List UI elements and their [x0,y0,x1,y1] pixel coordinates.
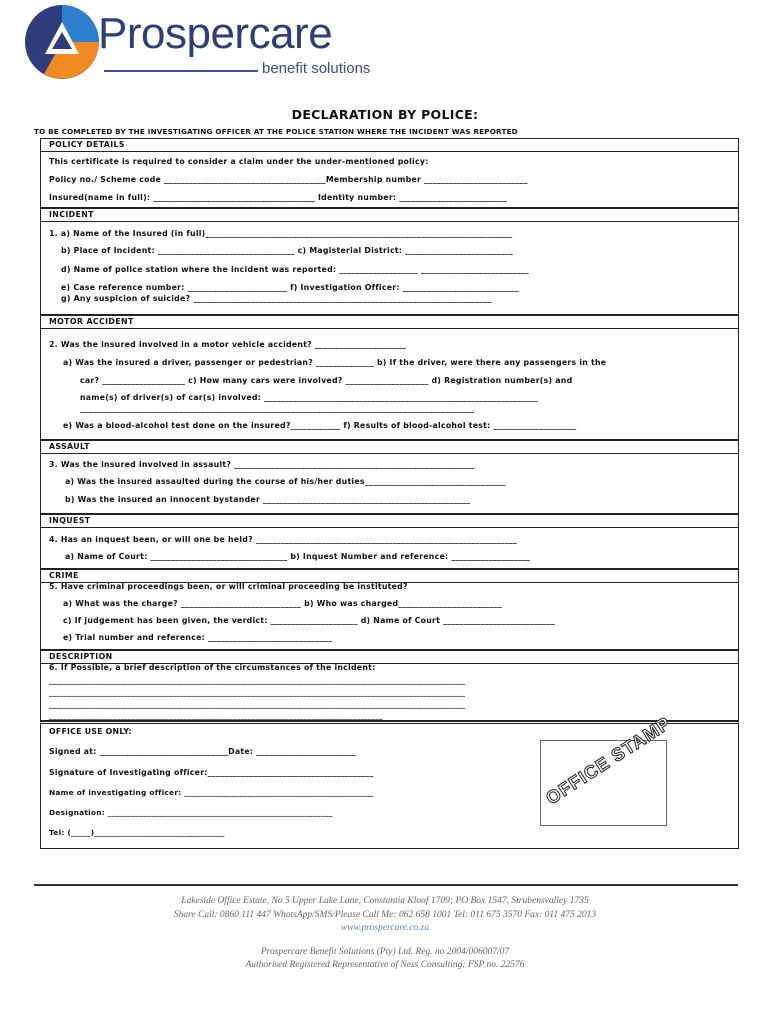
assaulted-during-duties-line[interactable]: a) Was the insured assaulted during the course of his/her duties__________________________________ [65,477,506,486]
section-heading: INQUEST [41,515,738,528]
verdict-line[interactable]: c) If judgement has been given, the verdict: _____________________ d) Name of Court ___________________________ [63,616,556,625]
section-heading: OFFICE USE ONLY: [49,727,132,736]
insured-name-line[interactable]: Insured(name in full): _______________________________________ Identity number: __________________________ [49,193,508,202]
officer-signature-line[interactable]: Signature of Investigating officer:________________________________________ [49,768,374,777]
cars-involved-line[interactable]: car? ____________________ c) How many cars were involved? ____________________ d) Registration number(s) and [80,376,573,385]
designation-line[interactable]: Designation: _________________________________________________________ [49,808,333,817]
charge-line[interactable]: a) What was the charge? _____________________________ b) Who was charged_________________________ [63,599,502,608]
prospercare-logo-icon [24,4,100,80]
criminal-proceedings-question: 5. Have criminal proceedings been, or will criminal proceeding be instituted? [49,582,408,591]
signed-at-line[interactable]: Signed at: _______________________________Date: ________________________ [49,747,356,756]
driver-passenger-line[interactable]: a) Was the insured a driver, passenger or pedestrian? ______________ b) If the driver, were there any passengers in the [63,358,607,367]
website-link[interactable]: www.prospercare.co.za [340,923,430,933]
description-prompt: 6. If Possible, a brief description of the circumstances of the incident: [49,663,376,672]
description-line[interactable]: _________________________________________________________________________________________ [49,712,383,720]
footer-divider [34,884,738,886]
innocent-bystander-line[interactable]: b) Was the insured an innocent bystander __________________________________________________ [65,495,471,504]
suicide-suspicion-line[interactable]: g) Any suspicion of suicide? ________________________________________________________________________ [61,294,492,303]
drivers-names-continuation[interactable]: _______________________________________________________________________________________________ [80,404,475,413]
policy-intro: This certificate is required to consider a claim under the under-mentioned policy: [49,157,429,166]
description-line[interactable]: _______________________________________________________________________________________________________________ [49,701,466,709]
page-title: DECLARATION BY POLICE: [291,107,479,122]
office-stamp-label: OFFICE STAMP [542,712,675,809]
court-name-line[interactable]: a) Name of Court: _________________________________ b) Inquest Number and reference: ___________________ [65,552,531,561]
case-reference-line[interactable]: e) Case reference number: ________________________ f) Investigation Officer: ____________________________ [61,283,519,292]
drivers-names-line[interactable]: name(s) of driver(s) of car(s) involved: __________________________________________________________________ [80,393,538,402]
description-line[interactable]: _______________________________________________________________________________________________________________ [49,689,466,697]
inquest-question[interactable]: 4. Has an inquest been, or will one be held? _______________________________________________________________ [49,535,518,544]
tagline-rule [104,70,258,72]
motor-accident-question[interactable]: 2. Was the insured involved in a motor vehicle accident? ______________________ [49,340,407,349]
footer-contact: Share Call: 0860 111 447 WhatsApp/SMS/Please Call Me: 062 658 1001 Tel: 011 675 3570 Fax: 011 475 2013 [173,910,597,920]
section-heading: ASSAULT [41,441,738,454]
section-heading: MOTOR ACCIDENT [41,316,738,329]
section-heading: POLICY DETAILS [41,139,738,152]
description-line[interactable]: _______________________________________________________________________________________________________________ [49,677,466,685]
assault-question[interactable]: 3. Was the insured involved in assault? __________________________________________________________ [49,460,475,469]
section-heading: CRIME [41,570,738,583]
footer-address: Lakeside Office Estate, No 5 Upper Lake Lane, Constantia Kloof 1709; PO Box 1547, Strubensvalley 1735 [181,896,589,906]
blood-alcohol-line[interactable]: e) Was a blood-alcohol test done on the insured?____________ f) Results of blood-alcohol test: ____________________ [63,421,577,430]
policy-scheme-line[interactable]: Policy no./ Scheme code _______________________________________Membership number _________________________ [49,175,528,184]
telephone-line[interactable]: Tel: (_____)_________________________________ [49,828,225,837]
page-subtitle: TO BE COMPLETED BY THE INVESTIGATING OFFICER AT THE POLICE STATION WHERE THE INCIDENT WAS REPORTED [34,127,518,136]
trial-number-line[interactable]: e) Trial number and reference: ______________________________ [63,633,333,642]
brand-tagline: benefit solutions [262,60,371,77]
section-heading: INCIDENT [41,209,738,222]
officer-name-line[interactable]: Name of investigating officer: ________________________________________________ [49,788,374,797]
footer-representative: Authorised Registered Representative of Ness Consulting; FSP no. 22576 [245,960,525,970]
footer-website-wrap [0,922,770,934]
section-heading: DESCRIPTION [41,651,738,664]
footer-company: Prospercare Benefit Solutions (Pty) Ltd. Reg. no 2004/006007/07 [260,947,510,957]
police-station-line[interactable]: d) Name of police station where the incident was reported: ___________________ __________________________ [61,265,529,274]
place-of-incident-line[interactable]: b) Place of Incident: _________________________________ c) Magisterial District: __________________________ [61,246,513,255]
insured-full-name-line[interactable]: 1. a) Name of the Insured (in full)__________________________________________________________________________ [49,229,513,238]
brand-name: Prospercare [98,9,333,58]
